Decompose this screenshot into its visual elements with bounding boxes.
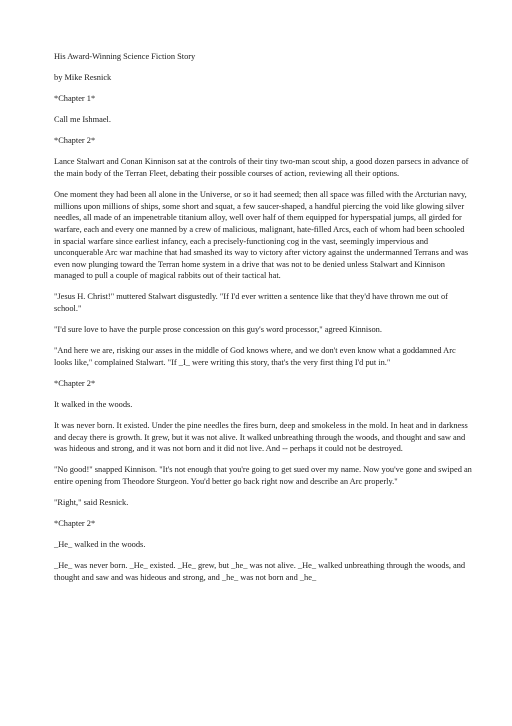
body-paragraph: Lance Stalwart and Conan Kinnison sat at the controls of their tiny two-man scout ship, a good dozen parsecs in advance of the main body of the Terran Fleet, debating their possible courses of action, reviewing all their options. (54, 157, 469, 179)
story-title: His Award-Winning Science Fiction Story (54, 52, 196, 61)
body-paragraph: _He_ was never born. _He_ existed. _He_ grew, but _he_ was not alive. _He_ walked unbreathing through the woods, and thought and saw and was hideous and strong, and _he_ was not born and _he_ (54, 561, 466, 582)
body-paragraph: It was never born. It existed. Under the pine needles the fires burn, deep and smokeless in the mold. In heat and in darkness and decay there is growth. It grew, but it was not alive. It walked unbreathing through the woods, and thought and saw and was hideous and strong, and it was not born and it did not live. And -- perhaps it could not be destroyed. (54, 421, 468, 454)
body-paragraph: "No good!" snapped Kinnison. "It's not enough that you're going to get sued over my name. Now you've gone and swiped an entire opening from Theodore Sturgeon. You'd better go back right now and describe an Arc properly." (54, 465, 472, 486)
body-paragraph: Call me Ishmael. (54, 115, 111, 125)
body-paragraph: _He_ walked in the woods. (54, 540, 146, 550)
chapter-heading: *Chapter 2* (54, 519, 96, 529)
body-paragraph: "And here we are, risking our asses in the middle of God knows where, and we don't even know what a goddamned Arc looks like," complained Stalwart. "If _I_ were writing this story, that's the very first thing I'd put in." (54, 346, 456, 367)
body-paragraph: "I'd sure love to have the purple prose concession on this guy's word processor," agreed Kinnison. (54, 325, 382, 335)
chapter-heading: *Chapter 2* (54, 378, 96, 388)
body-paragraph: It walked in the woods. (54, 399, 133, 409)
byline: by Mike Resnick (54, 73, 112, 83)
chapter-heading: *Chapter 2* (54, 136, 96, 146)
body-paragraph: One moment they had been all alone in the Universe, or so it had seemed; then all space was filled with the Arcturian navy, millions upon millions of ships, some short and squat, a few saucer-shaped, a handful piercing the void like glowing silver needles, all made of an impenetrable titanium alloy, well over half of them equipped for hyperspatial jumps, all girded for warfare, each and every one manned by a crew of malicious, malignant, hate-filled Arcs, each of whom had been schooled in spacial warfare since earliest infancy, each a precisely-functioning cog in the vast, seemingly impervious and unconquerable Arc war machine that had smashed its way to victory after victory against the undermanned Terrans and was even now plunging toward the Terran home system in a drive that was not to be denied unless Stalwart and Kinnison managed to pull a couple of magical rabbits out of their tactical hat. (54, 190, 469, 281)
body-paragraph: "Jesus H. Christ!" muttered Stalwart disgustedly. "If I'd ever written a sentence like that they'd have thrown me out of school." (54, 292, 448, 313)
chapter-heading: *Chapter 1* (54, 94, 96, 104)
body-paragraph: "Right," said Resnick. (54, 498, 129, 508)
